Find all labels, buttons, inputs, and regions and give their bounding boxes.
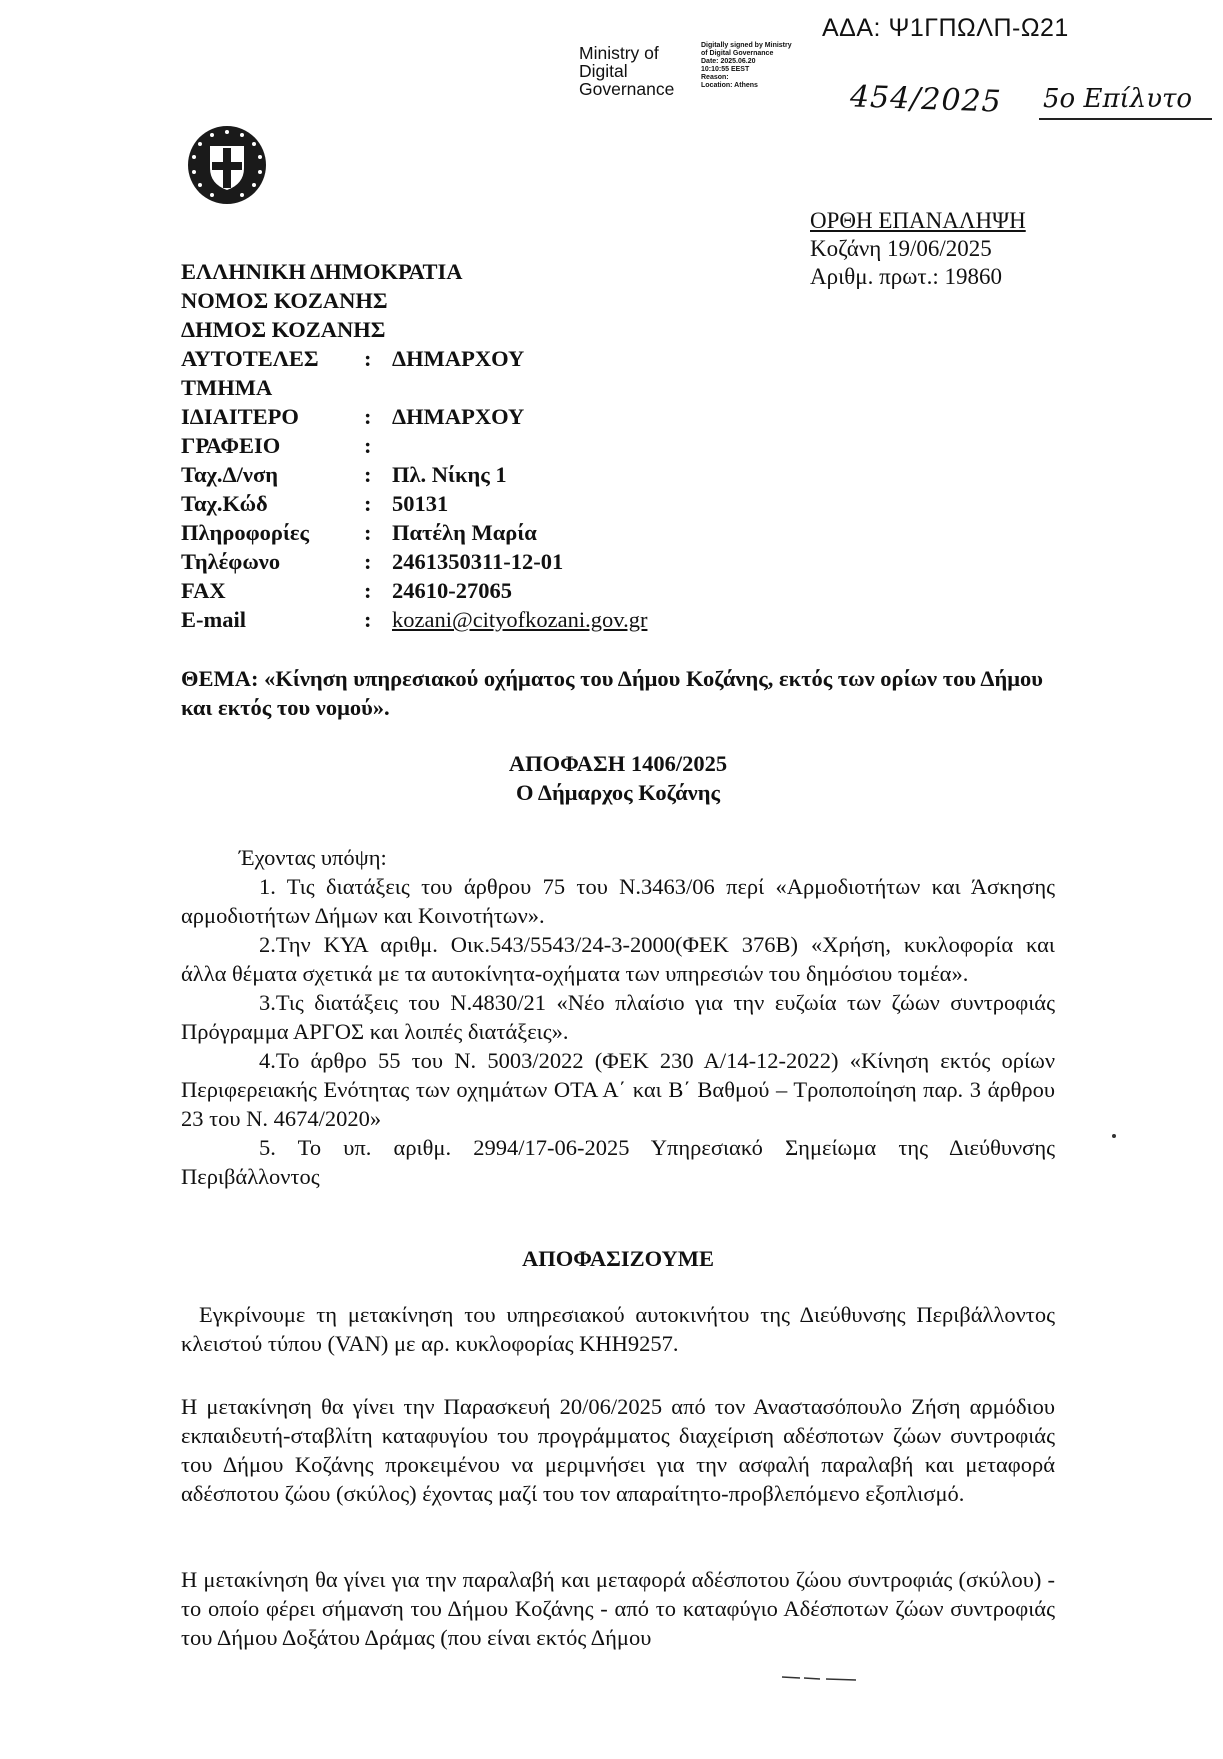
header-row: ΑΥΤΟΤΕΛΕΣ : ΔΗΜΑΡΧΟΥ — [181, 346, 525, 371]
considerations — [181, 843, 1055, 1191]
issuer-header — [181, 257, 647, 634]
header-row: Πληροφορίες : Πατέλη Μαρία — [181, 520, 537, 545]
document-reference — [810, 207, 1026, 291]
protocol-number: Αριθμ. πρωτ.: 19860 — [810, 264, 1002, 289]
header-row: ΓΡΑΦΕΙΟ : — [181, 433, 372, 458]
consideration-item: 1. Τις διατάξεις του άρθρου 75 του Ν.3463/06 περί «Αρμοδιοτήτων και Άσκησης αρμοδιοτήτων Δήμων και Κοινοτήτων». — [181, 874, 1055, 928]
scan-mark — [1112, 1134, 1116, 1138]
handwritten-number: 454/2025 — [849, 79, 1003, 120]
consideration-item: 3.Τις διατάξεις του Ν.4830/21 «Νέο πλαίσιο για την ευζωία των ζώων συντροφιάς Πρόγραμμα ΑΡΓΟΣ και λοιπές διατάξεις». — [181, 990, 1055, 1044]
decide-heading: ΑΠΟΦΑΣΙΖΟΥΜΕ — [521, 1246, 715, 1271]
correction-label: ΟΡΘΗ ΕΠΑΝΑΛΗΨΗ — [810, 208, 1026, 233]
email-link[interactable]: kozani@cityofkozani.gov.gr — [392, 607, 648, 632]
decision-title: ΑΠΟΦΑΣΗ 1406/2025 — [508, 751, 728, 776]
header-row: Ταχ.Κώδ : 50131 — [181, 491, 449, 516]
consideration-item: 2.Την ΚΥΑ αριθμ. Οικ.543/5543/24-3-2000(ΦΕΚ 376Β) «Χρήση, κυκλοφορία και άλλα θέματα σχετικά με τα αυτοκίνητα-οχήματα των υπηρεσιών του δημόσιου τομέα». — [181, 932, 1055, 986]
header-row: Ταχ.Δ/νση : Πλ. Νίκης 1 — [181, 462, 507, 487]
document-date: Κοζάνη 19/06/2025 — [810, 236, 992, 261]
header-row: ΙΔΙΑΙΤΕΡΟ : ΔΗΜΑΡΧΟΥ — [181, 404, 525, 429]
header-row: FAX : 24610-27065 — [181, 578, 512, 603]
header-row: Τηλέφωνο : 2461350311-12-01 — [181, 549, 564, 574]
decision-paragraph: Η μετακίνηση θα γίνει για την παραλαβή και μεταφορά αδέσποτου ζώου συντροφιάς (σκύλου) - το οποίο φέρει σήμανση του Δήμου Κοζάνης - από το καταφύγιο Αδέσποτων ζώων συντροφιάς του Δήμου Δοξάτου Δράμας (που είναι εκτός Δήμου — [181, 1567, 1055, 1650]
ada-code: ΑΔΑ: Ψ1ΓΠΩΛΠ-Ω21 — [822, 14, 1069, 42]
handwritten-note: 5ο Επίλυτο — [1043, 84, 1192, 114]
greek-emblem-icon — [186, 124, 268, 206]
digital-signature-stamp: Digitally signed by Ministry of Digital Governance Date: 2025.06.20 10:10:55 EEST Reason: Location: Athens — [701, 42, 792, 89]
decision-paragraph: Εγκρίνουμε τη μετακίνηση του υπηρεσιακού αυτοκινήτου της Διεύθυνσης Περιβάλλοντος κλειστού τύπου (VAN) με αρ. κυκλοφορίας ΚΗΗ9257. — [181, 1302, 1055, 1356]
header-row: E-mail : kozani@cityofkozani.gov.gr — [181, 607, 648, 632]
ministry-label: Ministry of Digital Governance — [579, 43, 675, 99]
header-line: ΔΗΜΟΣ ΚΟΖΑΝΗΣ — [181, 317, 386, 342]
decision-subtitle: Ο Δήμαρχος Κοζάνης — [516, 780, 720, 805]
consideration-item: 5. Το υπ. αριθμ. 2994/17-06-2025 Υπηρεσιακό Σημείωμα της Διεύθυνσης Περιβάλλοντος — [181, 1135, 1055, 1189]
header-row: ΤΜΗΜΑ — [181, 375, 273, 400]
scan-mark — [780, 1675, 858, 1681]
subject: ΘΕΜΑ: «Κίνηση υπηρεσιακού οχήματος του Δήμου Κοζάνης, εκτός των ορίων του Δήμου και εκτός του νομού». — [181, 666, 1043, 720]
decision-paragraph: Η μετακίνηση θα γίνει την Παρασκευή 20/06/2025 από τον Αναστασόπουλο Ζήση αρμόδιου εκπαιδευτή-σταβλίτη καταφυγίου του προγράμματος διαχείριση αδέσποτων ζώων συντροφιάς του Δήμου Κοζάνης προκειμένου να μεριμνήσει για την ασφαλή παραλαβή και μεταφορά αδέσποτου ζώου (σκύλος) έχοντας μαζί του τον απαραίτητο-προβλεπόμενο εξοπλισμό. — [181, 1394, 1055, 1506]
header-line: ΝΟΜΟΣ ΚΟΖΑΝΗΣ — [181, 288, 388, 313]
header-line: ΕΛΛΗΝΙΚΗ ΔΗΜΟΚΡΑΤΙΑ — [181, 259, 463, 284]
consideration-item: 4.Το άρθρο 55 του Ν. 5003/2022 (ΦΕΚ 230 Α/14-12-2022) «Κίνηση εκτός ορίων Περιφερειακής Ενότητας των οχημάτων ΟΤΑ Α΄ και Β΄ Βαθμού – Τροποποίηση παρ. 3 άρθρου 23 του Ν. 4674/2020» — [181, 1048, 1055, 1131]
considering-label: Έχοντας υπόψη: — [239, 845, 387, 870]
